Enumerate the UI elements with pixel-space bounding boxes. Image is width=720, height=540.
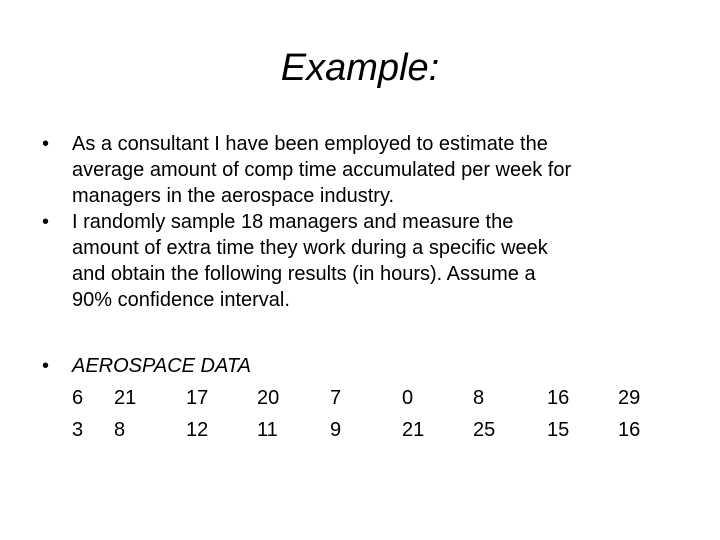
data-value: 6 — [72, 387, 84, 409]
data-value: 16 — [547, 387, 570, 409]
data-value: 16 — [618, 419, 641, 441]
data-value: 8 — [114, 419, 126, 441]
data-value: 8 — [473, 387, 485, 409]
data-value: 11 — [257, 419, 278, 441]
bullet-marker: • — [42, 211, 50, 233]
data-value: 0 — [402, 387, 414, 409]
bullet-marker: • — [42, 355, 50, 377]
data-value: 25 — [473, 419, 496, 441]
bullet-marker: • — [42, 133, 50, 155]
slide-title: Example: — [280, 47, 440, 89]
bullet-text: As a consultant I have been employed to estimate the average amount of comp time accumulated per week for managers in the aerospace industry. — [72, 133, 572, 207]
data-value: 29 — [618, 387, 641, 409]
data-row — [0, 385, 720, 411]
data-value: 15 — [547, 419, 570, 441]
data-value: 21 — [114, 387, 137, 409]
data-value: 21 — [402, 419, 425, 441]
data-row — [0, 417, 720, 443]
data-value: 7 — [330, 387, 342, 409]
data-value: 20 — [257, 387, 280, 409]
data-value: 17 — [186, 387, 209, 409]
data-value: 12 — [186, 419, 209, 441]
data-heading: AEROSPACE DATA — [72, 355, 251, 377]
bullet-text: I randomly sample 18 managers and measure the amount of extra time they work during a specific week and obtain the following results (in hours). Assume a 90% confidence interval. — [72, 211, 548, 311]
data-value: 9 — [330, 419, 342, 441]
data-value: 3 — [72, 419, 84, 441]
